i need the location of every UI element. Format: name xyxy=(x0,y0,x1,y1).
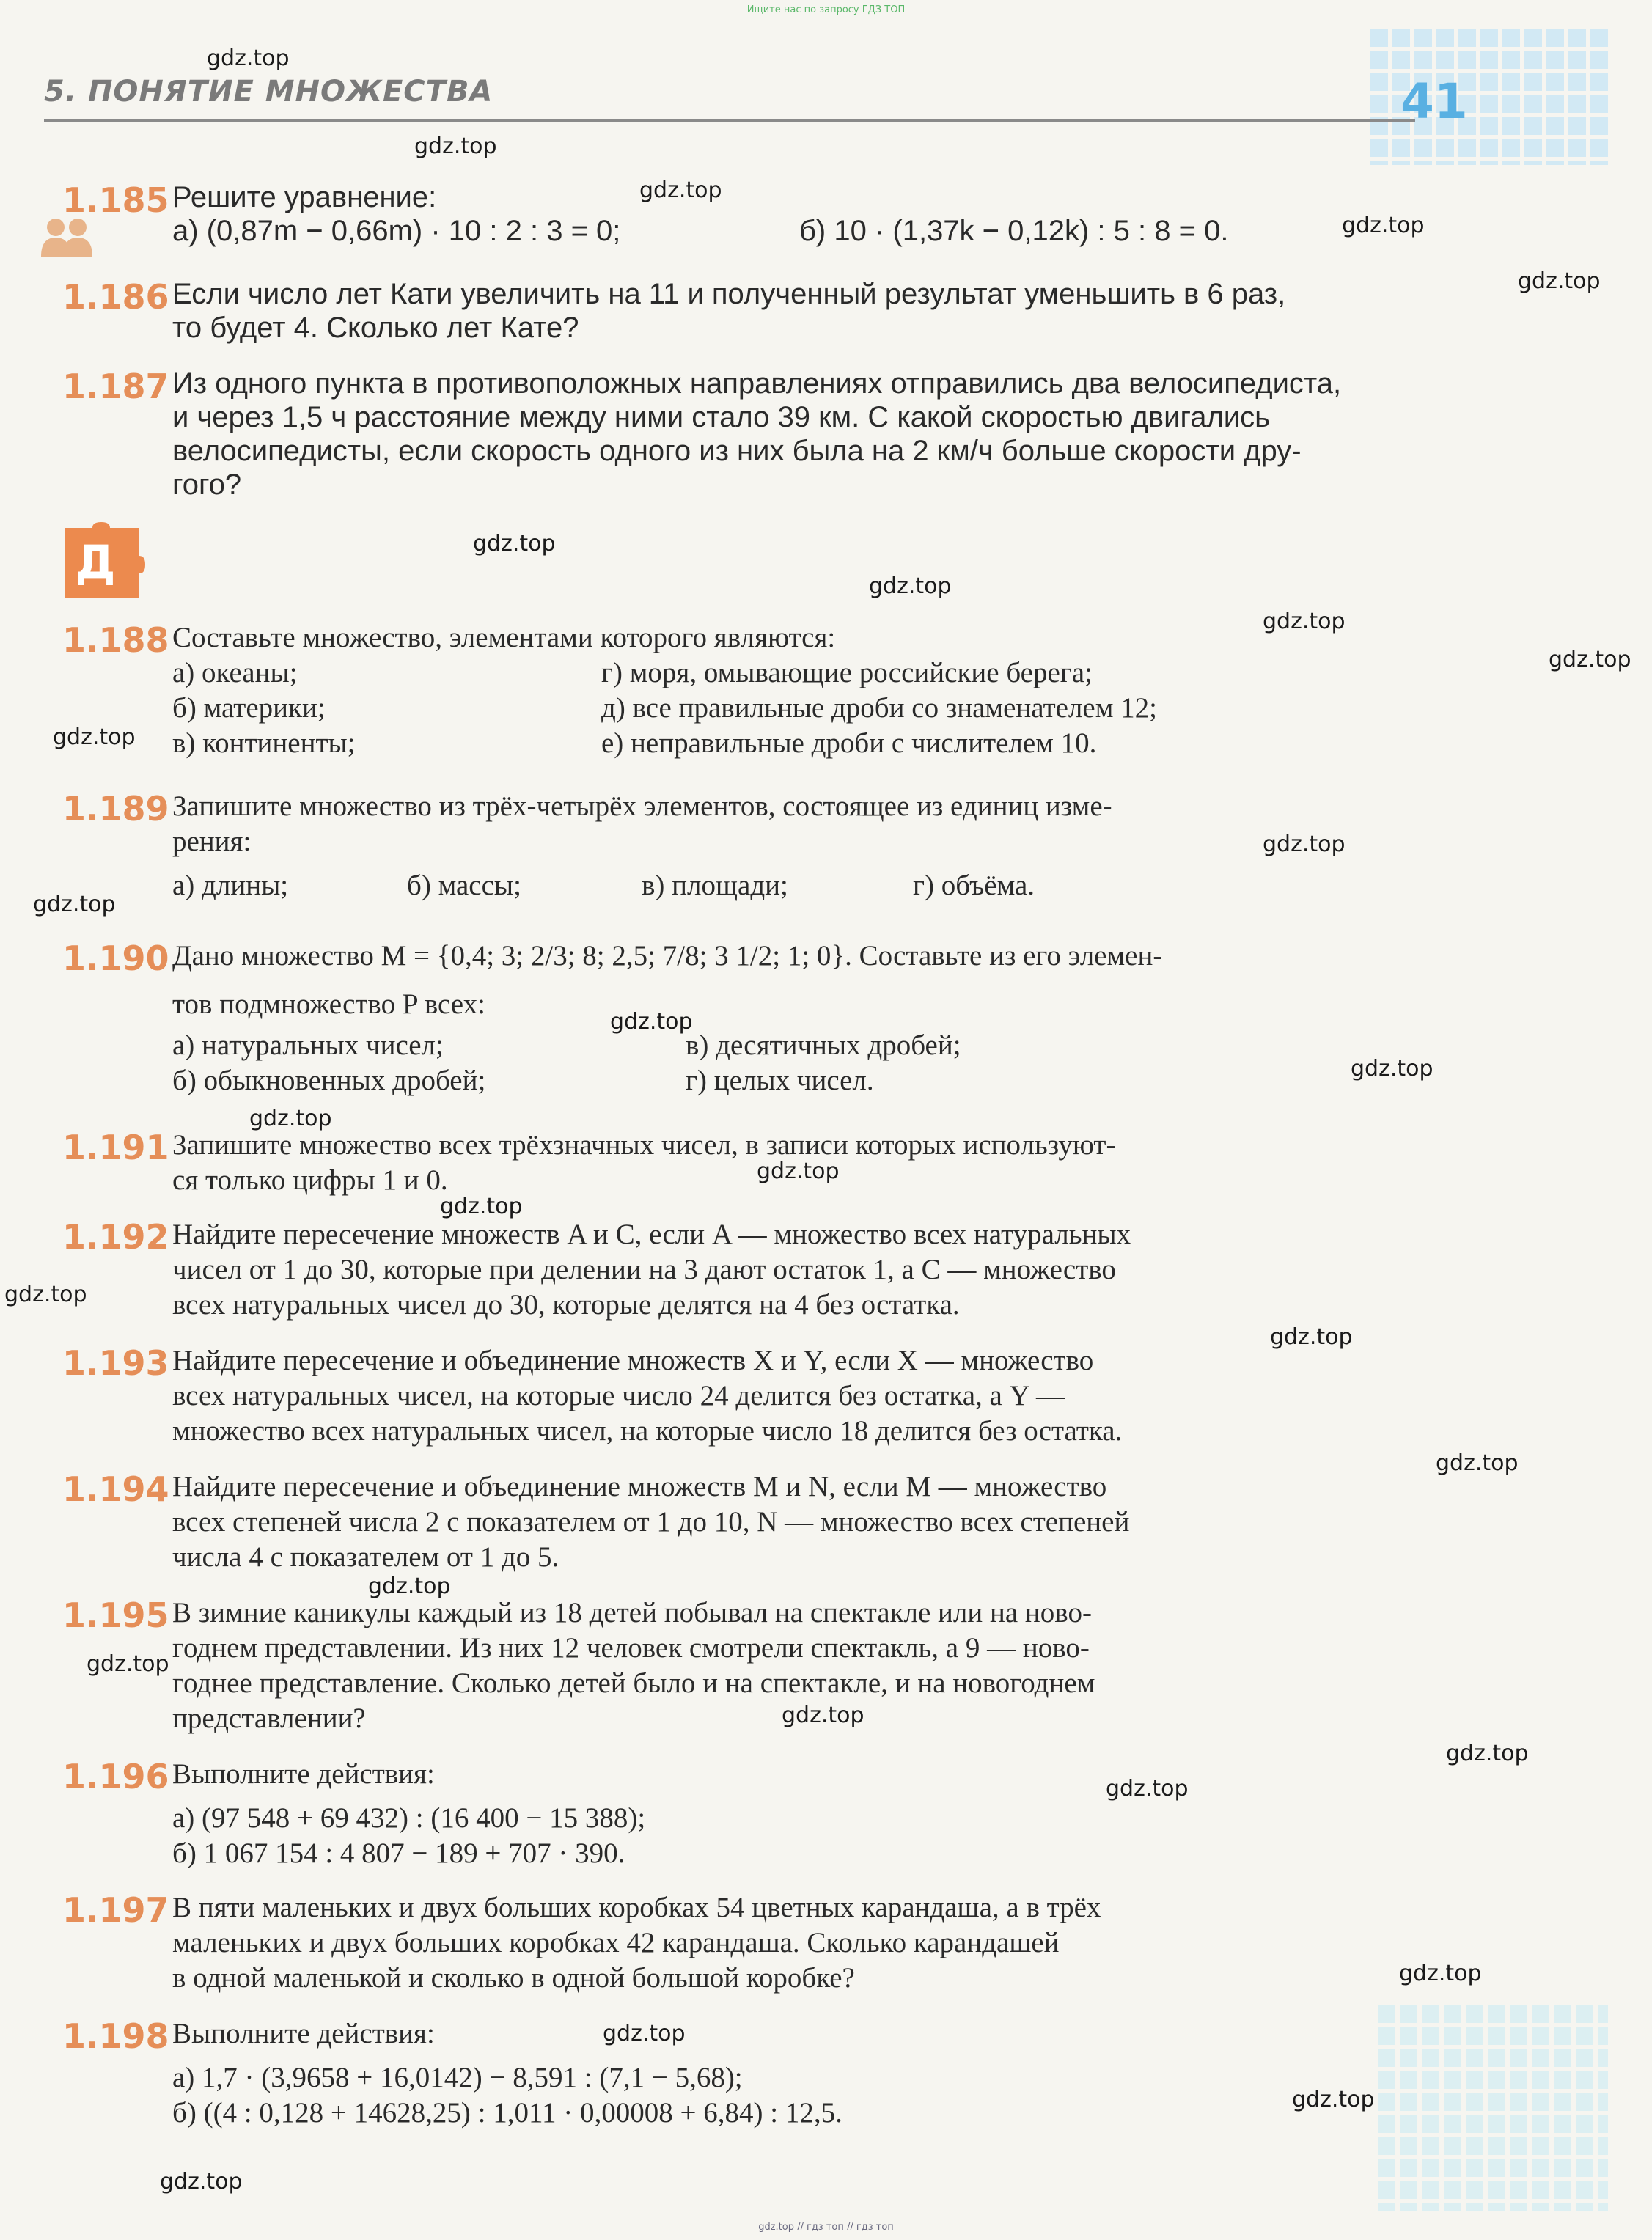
task-text: представлении? xyxy=(172,1703,366,1734)
option-a: а) 1,7 · (3,9658 + 16,0142) − 8,591 : (7,1 − 5,68); xyxy=(172,2062,743,2093)
option-d: д) все правильные дроби со знаменателем 12; xyxy=(601,692,1157,724)
watermark-text: gdz.top xyxy=(1351,1056,1433,1082)
task-text: Дано множество M = {0,4; 3; 2/3; 8; 2,5; 7/8; 3 1/2; 1; 0}. Составьте из его элемен- xyxy=(172,940,1163,972)
task-number: 1.188 xyxy=(62,620,169,660)
watermark-text: gdz.top xyxy=(1263,609,1346,634)
task-text: ся только цифры 1 и 0. xyxy=(172,1164,448,1196)
option-v: в) десятичных дробей; xyxy=(686,1029,961,1061)
task-text: тов подмножество P всех: xyxy=(172,988,485,1020)
task-body xyxy=(172,1757,1470,1871)
task-text: всех натуральных чисел до 30, которые делятся на 4 без остатка. xyxy=(172,1289,960,1321)
watermark-text: gdz.top xyxy=(1263,831,1346,857)
task-text: В пяти маленьких и двух больших коробках 54 цветных карандаша, а в трёх xyxy=(172,1892,1101,1923)
task-text: числа 4 с показателем от 1 до 5. xyxy=(172,1541,559,1573)
watermark-text: gdz.top xyxy=(610,1009,693,1035)
task-body xyxy=(172,1890,1470,1996)
page-number: 41 xyxy=(1400,73,1468,130)
task-text: множество всех натуральных чисел, на которые число 18 делится без остатка. xyxy=(172,1415,1123,1447)
task-text: Из одного пункта в противоположных направлениях отправились два велосипедиста, xyxy=(172,367,1342,400)
task-options xyxy=(172,868,1470,903)
task-text: Выполните действия: xyxy=(172,1758,435,1790)
option-g: г) моря, омывающие российские берега; xyxy=(601,657,1093,688)
task-number: 1.193 xyxy=(62,1343,169,1383)
option-g: г) целых чисел. xyxy=(686,1065,874,1096)
option-b: б) 1 067 154 : 4 807 − 189 + 707 · 390. xyxy=(172,1837,625,1869)
option-v: в) континенты; xyxy=(172,727,356,759)
watermark-text: gdz.top xyxy=(4,1282,87,1307)
task-number: 1.196 xyxy=(62,1757,169,1796)
section-title: 5. ПОНЯТИЕ МНОЖЕСТВА xyxy=(44,75,493,109)
task-text: маленьких и двух больших коробках 42 карандаша. Сколько карандашей xyxy=(172,1927,1060,1958)
task-body xyxy=(172,367,1470,502)
group-icon xyxy=(38,214,97,258)
watermark-text: gdz.top xyxy=(869,573,952,599)
watermark-text: gdz.top xyxy=(1446,1741,1529,1766)
option-a: а) (0,87m − 0,66m) · 10 : 2 : 3 = 0; xyxy=(172,215,621,247)
option-v: в) площади; xyxy=(642,870,788,901)
task-text: Выполните действия: xyxy=(172,2018,435,2049)
task-text: Составьте множество, элементами которого являются: xyxy=(172,622,836,653)
watermark-text: gdz.top xyxy=(440,1194,523,1219)
task-number: 1.185 xyxy=(62,180,169,220)
task-number: 1.198 xyxy=(62,2016,169,2056)
task-options xyxy=(172,691,1470,726)
task-body xyxy=(172,277,1470,345)
d-badge-icon xyxy=(59,522,145,603)
option-a: а) натуральных чисел; xyxy=(172,1029,444,1061)
watermark-text: gdz.top xyxy=(368,1573,451,1599)
task-body xyxy=(172,1469,1470,1575)
option-b: б) ((4 : 0,128 + 14628,25) : 1,011 · 0,00008 + 6,84) : 12,5. xyxy=(172,2097,842,2129)
task-options xyxy=(172,1063,1470,1098)
task-text: Запишите множество из трёх-четырёх элементов, состоящее из единиц изме- xyxy=(172,790,1112,822)
task-number: 1.195 xyxy=(62,1595,169,1635)
task-text: годнем представлении. Из них 12 человек смотрели спектакль, а 9 — ново- xyxy=(172,1632,1090,1664)
task-number: 1.189 xyxy=(62,789,169,829)
option-e: е) неправильные дроби с числителем 10. xyxy=(601,727,1097,759)
option-b: б) массы; xyxy=(407,870,521,901)
task-body xyxy=(172,939,1470,1098)
option-a: а) океаны; xyxy=(172,657,298,688)
task-text: Найдите пересечение и объединение множеств X и Y, если X — множество xyxy=(172,1345,1094,1376)
task-options xyxy=(172,1028,1470,1063)
watermark-text: gdz.top xyxy=(1518,268,1601,294)
watermark-text: gdz.top xyxy=(53,724,136,750)
page-header xyxy=(44,73,1415,122)
task-text: и через 1,5 ч расстояние между ними стало 39 км. С какой скоростью двигались xyxy=(172,401,1270,433)
task-text: чисел от 1 до 30, которые при делении на 3 дают остаток 1, а C — множество xyxy=(172,1254,1116,1285)
task-body xyxy=(172,1217,1470,1323)
task-options xyxy=(172,214,1470,249)
task-body xyxy=(172,1343,1470,1449)
task-text: Запишите множество всех трёхзначных чисел, в записи которых используют- xyxy=(172,1129,1116,1161)
task-text: Решите уравнение: xyxy=(172,181,437,213)
task-number: 1.190 xyxy=(62,939,169,978)
top-note: Ищите нас по запросу ГДЗ ТОП xyxy=(746,4,906,15)
task-body xyxy=(172,620,1470,761)
option-b: б) обыкновенных дробей; xyxy=(172,1065,486,1096)
task-number: 1.197 xyxy=(62,1890,169,1930)
task-text: в одной маленькой и сколько в одной большой коробке? xyxy=(172,1962,855,1994)
watermark-text: gdz.top xyxy=(639,177,722,203)
option-b: б) 10 · (1,37k − 0,12k) : 5 : 8 = 0. xyxy=(799,215,1229,247)
watermark-text: gdz.top xyxy=(1549,647,1631,672)
task-options xyxy=(172,726,1470,761)
task-text: гого? xyxy=(172,469,242,501)
task-text: рения: xyxy=(172,826,252,857)
watermark-text: gdz.top xyxy=(1270,1324,1353,1350)
task-text: В зимние каникулы каждый из 18 детей побывал на спектакле или на ново- xyxy=(172,1597,1092,1628)
watermark-text: gdz.top xyxy=(1342,213,1425,238)
task-body xyxy=(172,180,1470,249)
task-text: Если число лет Кати увеличить на 11 и полученный результат уменьшить в 6 раз, xyxy=(172,278,1286,310)
watermark-text: gdz.top xyxy=(33,892,116,917)
watermark-text: gdz.top xyxy=(249,1106,332,1131)
option-a: а) длины; xyxy=(172,870,289,901)
task-body xyxy=(172,2016,1470,2131)
task-text: всех степеней числа 2 с показателем от 1 до 10, N — множество всех степеней xyxy=(172,1506,1130,1538)
task-text: велосипедисты, если скорость одного из них была на 2 км/ч больше скорости дру- xyxy=(172,435,1302,467)
watermark-text: gdz.top xyxy=(1106,1776,1189,1802)
option-b: б) материки; xyxy=(172,692,326,724)
d-badge-letter: Д xyxy=(75,535,116,589)
watermark-text: gdz.top xyxy=(603,2021,686,2046)
task-number: 1.194 xyxy=(62,1469,169,1509)
task-number: 1.191 xyxy=(62,1128,169,1167)
watermark-text: gdz.top xyxy=(160,2169,243,2195)
task-text: Найдите пересечение и объединение множеств M и N, если M — множество xyxy=(172,1471,1107,1502)
watermark-text: gdz.top xyxy=(1399,1961,1482,1986)
watermark-text: gdz.top xyxy=(87,1651,169,1677)
task-number: 1.192 xyxy=(62,1217,169,1257)
task-number: 1.187 xyxy=(62,367,169,406)
watermark-text: gdz.top xyxy=(1436,1450,1519,1476)
watermark-text: gdz.top xyxy=(1292,2087,1375,2112)
task-text: Найдите пересечение множеств A и C, если A — множество всех натуральных xyxy=(172,1219,1131,1250)
task-text: годнее представление. Сколько детей было и на спектакле, и на новогоднем xyxy=(172,1667,1095,1699)
task-text: то будет 4. Сколько лет Кате? xyxy=(172,312,579,344)
task-number: 1.186 xyxy=(62,277,169,317)
watermark-text: gdz.top xyxy=(414,133,497,159)
bottom-note: gdz.top // гдз топ // гдз топ xyxy=(758,2222,894,2233)
task-text: всех натуральных чисел, на которые число 24 делится без остатка, а Y — xyxy=(172,1380,1065,1411)
option-a: а) (97 548 + 69 432) : (16 400 − 15 388); xyxy=(172,1802,646,1834)
watermark-text: gdz.top xyxy=(473,531,556,557)
option-g: г) объёма. xyxy=(913,870,1035,901)
watermark-text: gdz.top xyxy=(207,45,290,71)
watermark-text: gdz.top xyxy=(782,1703,864,1728)
watermark-text: gdz.top xyxy=(757,1158,840,1184)
task-options xyxy=(172,656,1470,691)
